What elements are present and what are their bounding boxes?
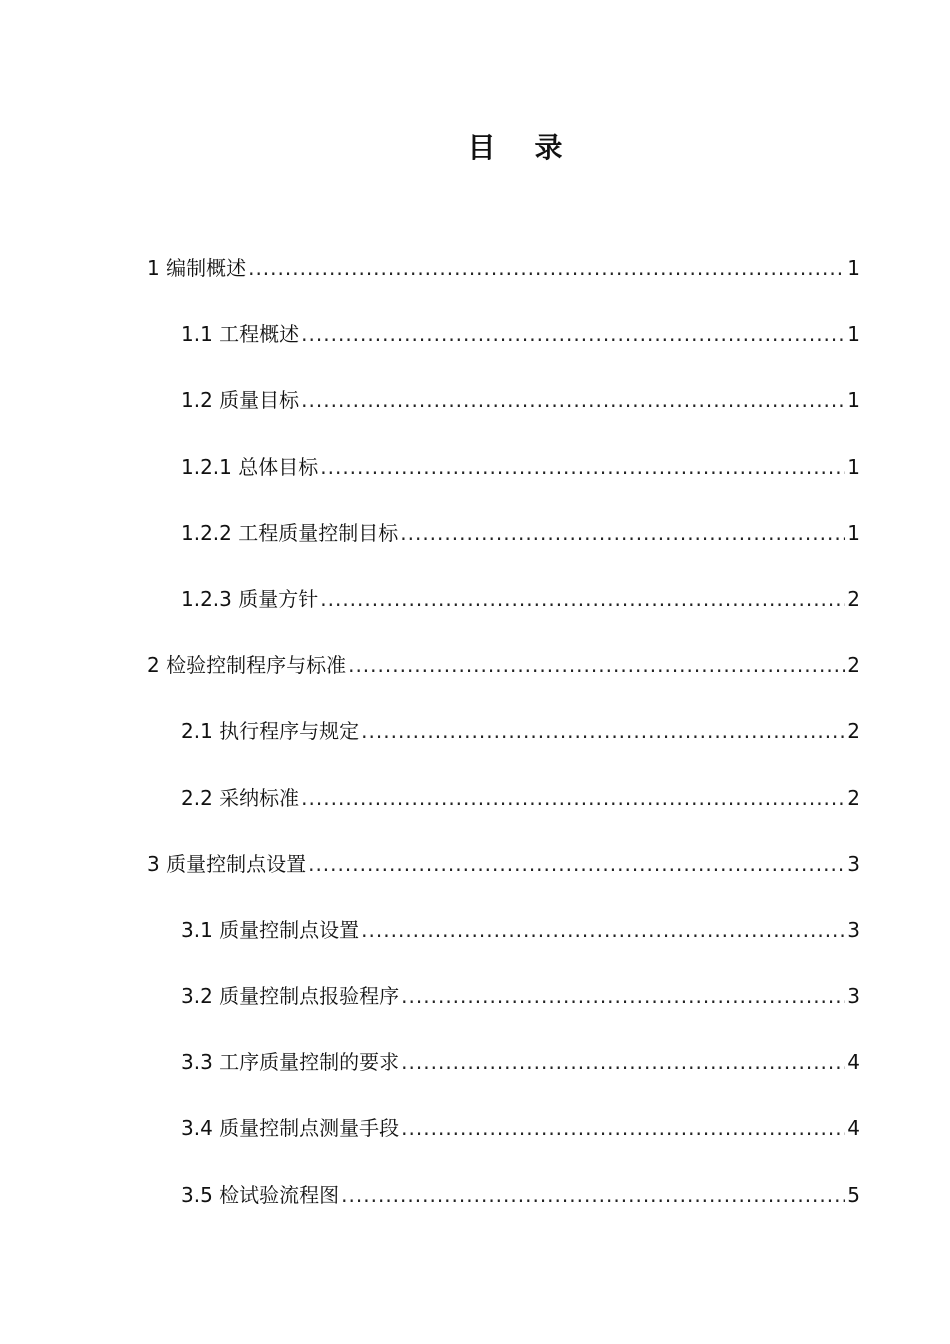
toc-page-number: 1 bbox=[847, 322, 860, 347]
toc-page-number: 1 bbox=[847, 256, 860, 280]
toc-entry[interactable] bbox=[147, 780, 860, 846]
toc-entry-label: 3.3 工序质量控制的要求 bbox=[181, 1050, 400, 1075]
toc-page-number: 3 bbox=[847, 984, 860, 1009]
toc-dot-leader bbox=[348, 647, 845, 683]
toc-entry[interactable] bbox=[147, 713, 860, 779]
toc-entry-label: 1.2.2 工程质量控制目标 bbox=[181, 520, 399, 545]
toc-entry-label: 2.1 执行程序与规定 bbox=[181, 719, 360, 744]
toc-entry-label: 3 质量控制点设置 bbox=[147, 851, 307, 876]
toc-entry-label: 1 编制概述 bbox=[147, 256, 247, 280]
toc-dot-leader bbox=[401, 1044, 845, 1080]
toc-entry-label: 1.1 工程概述 bbox=[181, 322, 300, 347]
toc-dot-leader bbox=[401, 1110, 845, 1146]
toc-entry-label: 3.1 质量控制点设置 bbox=[181, 917, 360, 942]
toc-entry[interactable] bbox=[147, 647, 860, 713]
toc-entry-label: 1.2.1 总体目标 bbox=[181, 454, 319, 479]
toc-dot-leader bbox=[320, 449, 845, 485]
toc-dot-leader bbox=[401, 978, 845, 1014]
toc-entry-label: 3.4 质量控制点测量手段 bbox=[181, 1116, 400, 1141]
toc-dot-leader bbox=[341, 1177, 845, 1213]
toc-page-number: 2 bbox=[847, 719, 860, 744]
toc-page-number: 2 bbox=[847, 586, 860, 611]
toc-entry-label: 2.2 采纳标准 bbox=[181, 785, 300, 810]
toc-page-number: 1 bbox=[847, 454, 860, 479]
toc-dot-leader bbox=[320, 581, 845, 617]
toc-entry-label: 1.2.3 质量方针 bbox=[181, 586, 319, 611]
toc-page-number: 3 bbox=[847, 917, 860, 942]
toc-page-number: 1 bbox=[847, 520, 860, 545]
toc-entry[interactable] bbox=[147, 316, 860, 382]
toc-entry[interactable] bbox=[147, 1110, 860, 1176]
toc-entry[interactable] bbox=[147, 515, 860, 581]
toc-dot-leader bbox=[301, 382, 845, 418]
toc-entry[interactable] bbox=[147, 250, 860, 316]
toc-page-number: 4 bbox=[847, 1116, 860, 1141]
toc-entry[interactable] bbox=[147, 1044, 860, 1110]
toc-entry[interactable] bbox=[147, 846, 860, 912]
page-title: 目 录 bbox=[467, 131, 563, 164]
toc-entry-label: 2 检验控制程序与标准 bbox=[147, 653, 347, 678]
toc-page-number: 1 bbox=[847, 388, 860, 413]
toc-dot-leader bbox=[301, 780, 845, 816]
toc-page-number: 4 bbox=[847, 1050, 860, 1075]
toc-entry-label: 3.2 质量控制点报验程序 bbox=[181, 984, 400, 1009]
table-of-contents bbox=[147, 250, 860, 1243]
toc-dot-leader bbox=[361, 912, 845, 948]
toc-dot-leader bbox=[301, 316, 845, 352]
toc-entry-label: 3.5 检试验流程图 bbox=[181, 1182, 340, 1207]
toc-entry-label: 1.2 质量目标 bbox=[181, 388, 300, 413]
toc-entry[interactable] bbox=[147, 912, 860, 978]
toc-dot-leader bbox=[248, 250, 845, 286]
toc-page-number: 5 bbox=[847, 1182, 860, 1207]
toc-dot-leader bbox=[361, 713, 845, 749]
toc-dot-leader bbox=[400, 515, 845, 551]
toc-dot-leader bbox=[308, 846, 845, 882]
toc-page-number: 3 bbox=[847, 851, 860, 876]
toc-entry[interactable] bbox=[147, 382, 860, 448]
toc-entry[interactable] bbox=[147, 978, 860, 1044]
toc-entry[interactable] bbox=[147, 1177, 860, 1243]
toc-entry[interactable] bbox=[147, 449, 860, 515]
toc-page-number: 2 bbox=[847, 653, 860, 678]
toc-page-number: 2 bbox=[847, 785, 860, 810]
toc-entry[interactable] bbox=[147, 581, 860, 647]
